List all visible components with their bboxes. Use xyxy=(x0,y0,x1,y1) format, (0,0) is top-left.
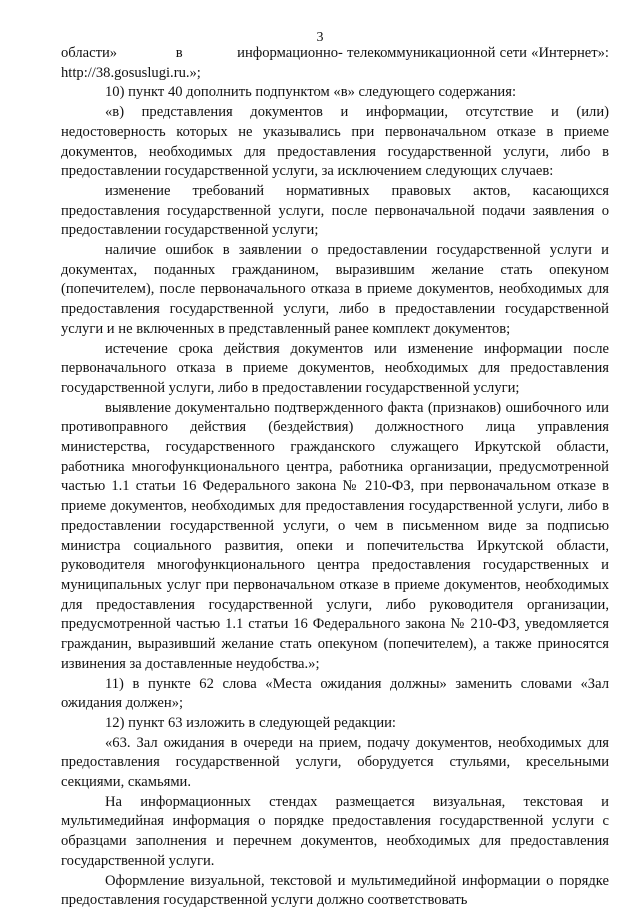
paragraph-item-11: 11) в пункте 62 слова «Места ожидания должны» заменить словами «Зал ожидания должен»; xyxy=(61,675,609,712)
paragraph-point-63: «63. Зал ожидания в очереди на прием, подачу документов, необходимых для предоставления государственной услуги, оборудуется стульями, кресельными секциями, скамьями. xyxy=(61,734,609,791)
paragraph-subitem-v: «в) представления документов и информации, отсутствие и (или) недостоверность которых не указывались при первоначальном отказе в приеме документов, необходимых для предоставления государственной услуги, либо в предоставлении государственной услуги, за исключением следующих случаев: xyxy=(61,104,609,180)
paragraph-case-requirements-change: изменение требований нормативных правовых актов, касающихся предоставления государственной услуги, после первоначальной подачи заявления о предоставлении государственной услуги; xyxy=(61,182,609,239)
paragraph-case-errors: наличие ошибок в заявлении о предоставлении государственной услуги и документах, поданных гражданином, выразившим желание стать опекуном (попечителем), после первоначального отказа в приеме документов, необходимых для предоставления государственной услуги, либо в предоставлении государственной услуги и не включенных в представленный ранее комплект документов; xyxy=(61,242,609,337)
paragraph-case-wrongful-action: выявление документально подтвержденного факта (признаков) ошибочного или противоправного действия (бездействия) должностного лица управления министерства, государственного гражданского служащего Иркутской области, работника многофункционального центра, работника организации, предусмотренной частью 1.1 статьи 16 Федерального закона № 210-ФЗ, при первоначальном отказе в приеме документов, необходимых для предоставления государственной услуги, либо в предоставлении государственной услуги, о чем в письменном виде за подписью министра социального развития, опеки и попечительства Иркутской области, руководителя многофункционального центра предоставления государственных и муниципальных услуг при первоначальном отказе в приеме документов, необходимых для предоставления государственной услуги, либо руководителя организации, предусмотренной частью 1.1 статьи 16 Федерального закона № 210-ФЗ, уведомляется гражданин, выразивший желание стать опекуном (попечителем), а также приносятся извинения за доставленные неудобства.»; xyxy=(61,399,609,672)
document-body xyxy=(61,44,609,911)
paragraph-design-requirements: Оформление визуальной, текстовой и мультимедийной информации о порядке предоставления государственной услуги должно соответствовать xyxy=(61,872,609,909)
paragraph-info-stands: На информационных стендах размещается визуальная, текстовая и мультимедийная информация о порядке предоставления государственной услуги с образцами заполнения и перечнем документов, необходимых для предоставления государственной услуги. xyxy=(61,793,609,869)
paragraph-item-12: 12) пункт 63 изложить в следующей редакции: xyxy=(105,714,396,731)
page-number: 3 xyxy=(316,30,324,45)
paragraph-intro: области» в информационно- телекоммуникационной сети «Интернет»: http://38.gosuslugi.ru.»; xyxy=(61,45,609,81)
paragraph-case-expiry: истечение срока действия документов или изменение информации после первоначального отказа в приеме документов, необходимых для предоставления государственной услуги, либо в предоставлении государственной услуги; xyxy=(61,340,609,396)
paragraph-item-10: 10) пункт 40 дополнить подпунктом «в» следующего содержания: xyxy=(105,84,517,101)
